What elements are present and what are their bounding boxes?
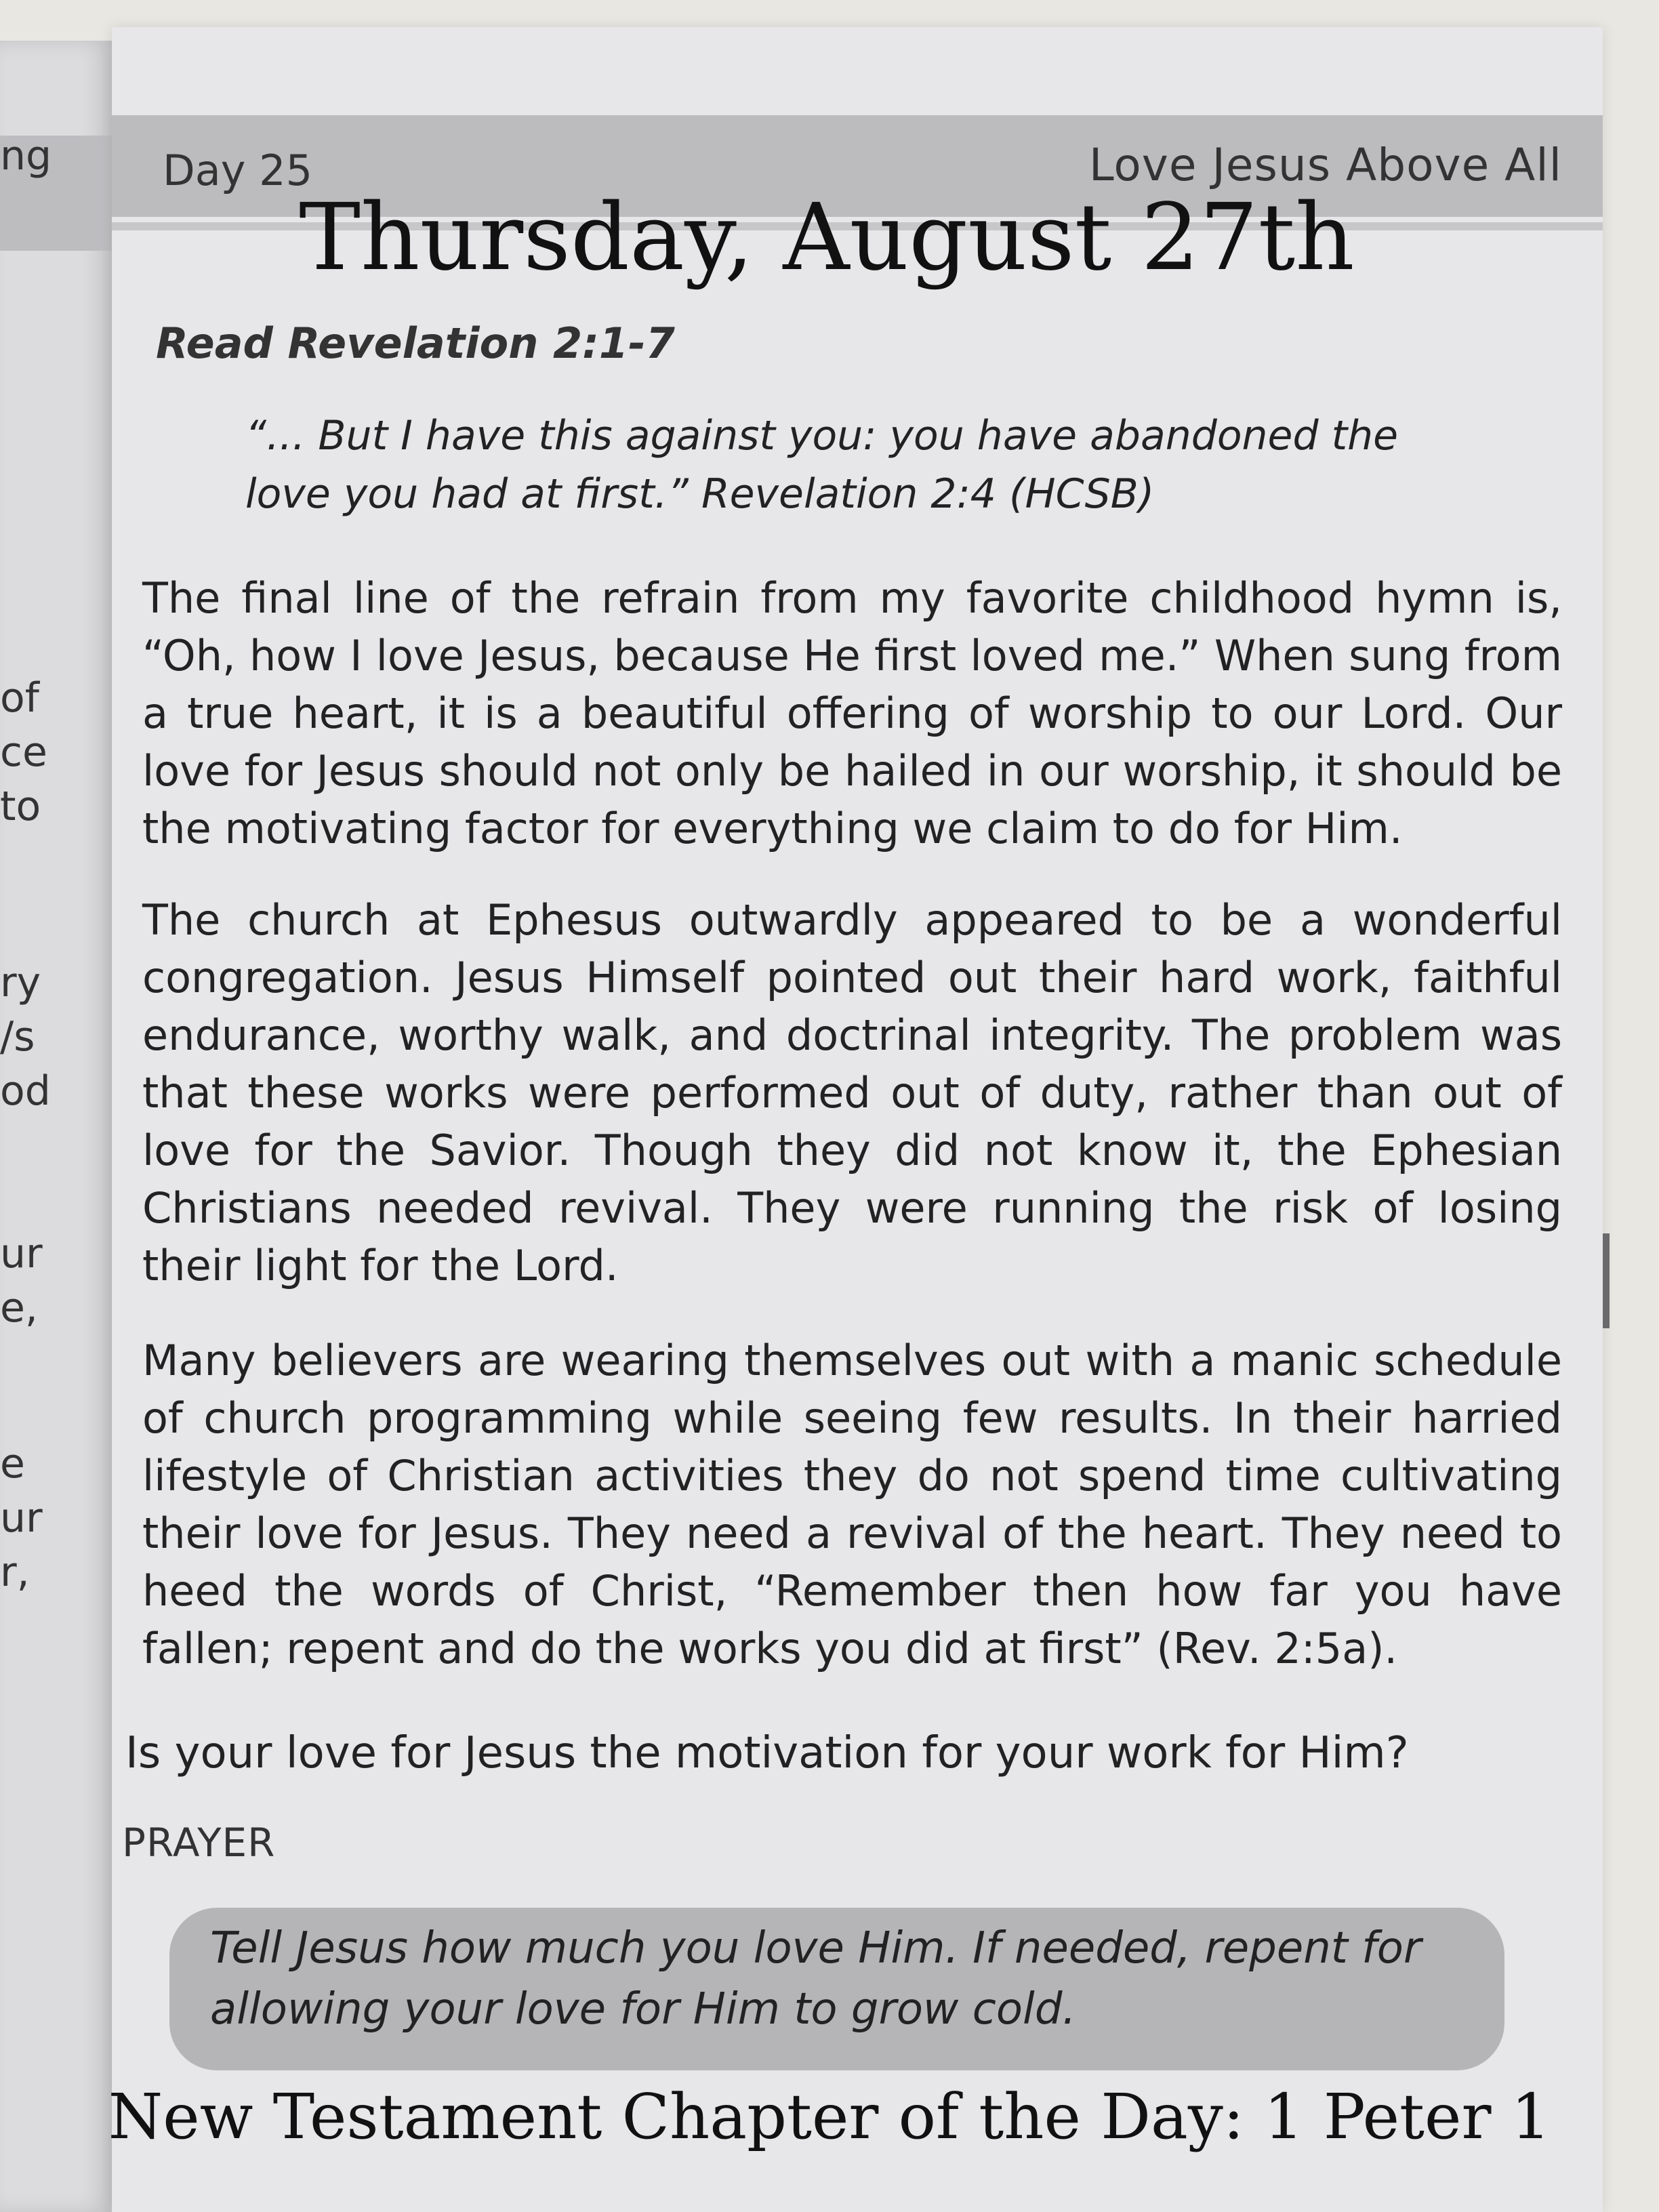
left-page-fragment: ry xyxy=(0,959,41,1006)
left-page-fragment: ce xyxy=(0,729,47,776)
page-edge-tab xyxy=(1603,1233,1610,1328)
left-page xyxy=(0,41,114,2212)
paragraph-1: The final line of the refrain from my favorite childhood hymn is, “Oh, how I love Jesus, because He first loved me.” When sung from a true heart, it is a beautiful offering of worship to our Lord. Our love for Jesus should not only be hailed in our worship, it should be the motivating factor for everything we claim to do for Him. xyxy=(142,573,1562,853)
left-page-fragment: ur xyxy=(0,1230,43,1277)
prayer-label: PRAYER xyxy=(122,1820,276,1866)
day-label: Day 25 xyxy=(163,146,313,195)
left-page-fragment: of xyxy=(0,674,39,722)
prayer-text: Tell Jesus how much you love Him. If needed, repent for allowing your love for Him to grow cold. xyxy=(210,1923,1422,2034)
paragraph-3: Many believers are wearing themselves out with a manic schedule of church programming while seeing few results. In their harried lifestyle of Christian activities they do not spend time cultivating their love for Jesus. They need a revival of the heart. They need to heed the words of Christ, “Remember then how far you have fallen; repent and do the works you did at first” (Rev. 2:5a). xyxy=(142,1336,1562,1673)
left-page-fragment: od xyxy=(0,1067,51,1115)
reading-reference: Read Revelation 2:1-7 xyxy=(156,319,675,368)
left-page-fragment: /s xyxy=(0,1013,35,1061)
key-verse-line-2: love you had at first.” Revelation 2:4 (HCSB) xyxy=(245,470,1155,518)
left-page-fragment: r, xyxy=(0,1549,30,1596)
date-title: Thursday, August 27th xyxy=(299,184,1355,291)
left-page-fragment: e, xyxy=(0,1284,38,1332)
reflection-question: Is your love for Jesus the motivation for your work for Him? xyxy=(125,1728,1409,1778)
chapter-of-the-day: New Testament Chapter of the Day: 1 Peter 1 xyxy=(108,2081,1551,2153)
paragraph-2: The church at Ephesus outwardly appeared to be a wonderful congregation. Jesus Himself pointed out their hard work, faithful endurance, worthy walk, and doctrinal integrity. The problem was that these works were performed out of duty, rather than out of love for the Savior. Though they did not know it, the Ephesian Christians needed revival. They were running the risk of losing their light for the Lord. xyxy=(142,895,1562,1290)
left-page-fragment: e xyxy=(0,1440,25,1488)
left-page-fragment: to xyxy=(0,783,41,830)
key-verse xyxy=(245,407,1452,523)
topic-label: Love Jesus Above All xyxy=(1088,139,1562,191)
left-page-fragment: ng xyxy=(0,132,52,180)
key-verse-line-1: “... But I have this against you: you have abandoned the xyxy=(245,412,1399,459)
left-page-fragment: ur xyxy=(0,1494,43,1542)
